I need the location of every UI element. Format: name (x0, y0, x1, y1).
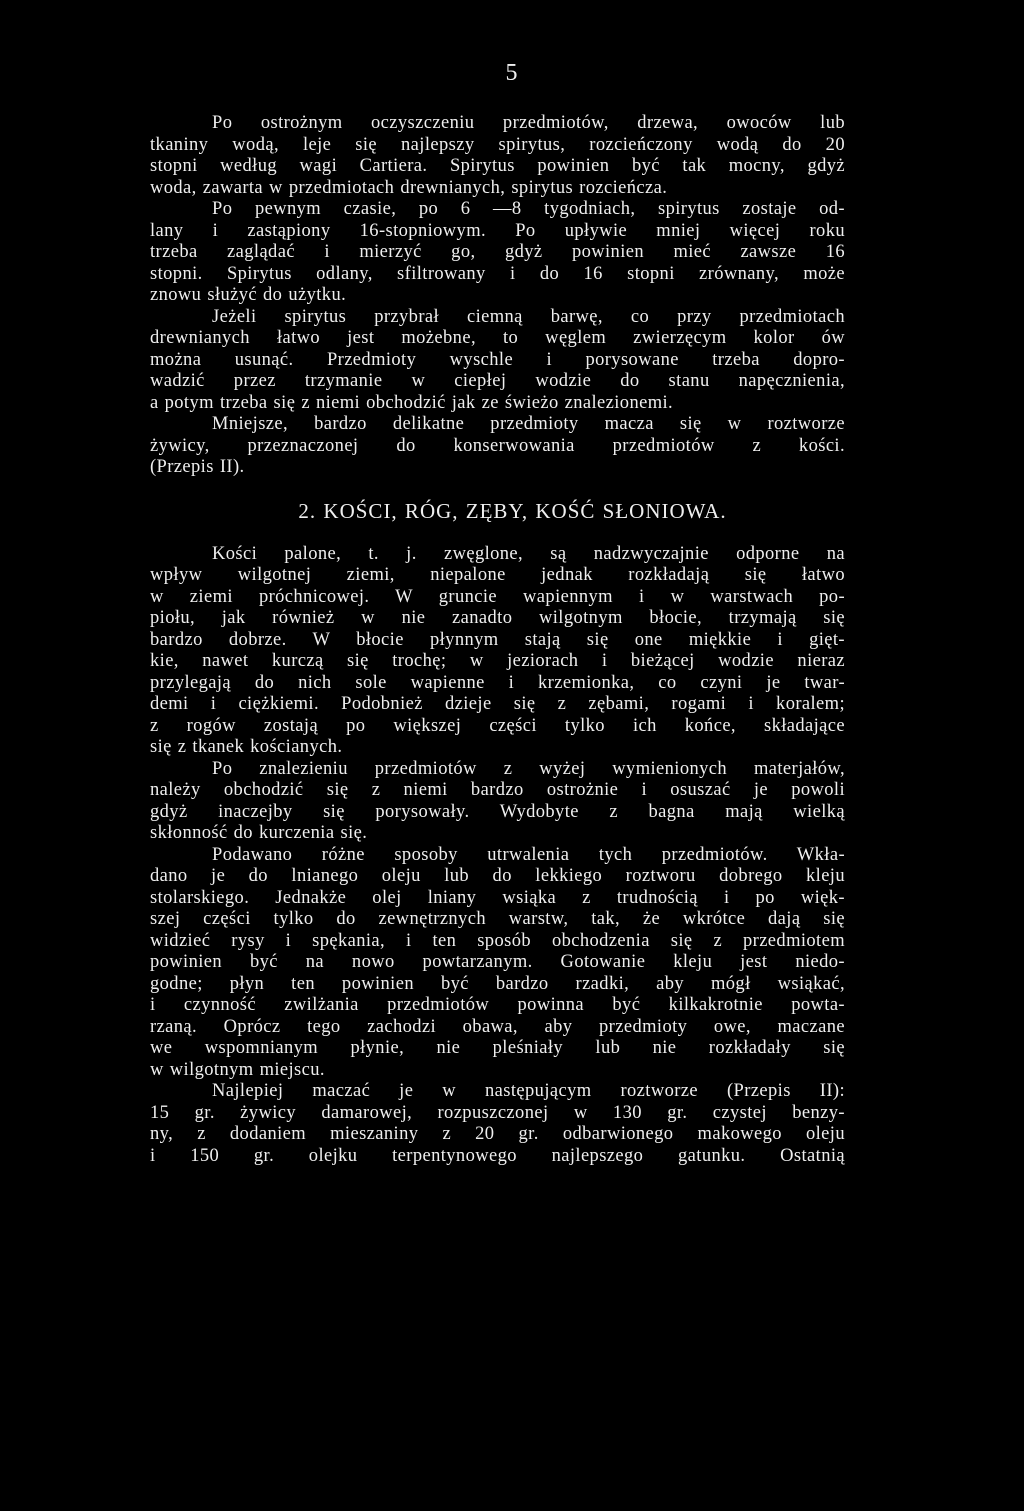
paragraph-8 (150, 1081, 845, 1167)
text-line: przylegają do nich sole wapienne i krzemionka, co czyni je twar- (150, 672, 845, 693)
text-line: piołu, jak również w nie zanadto wilgotnym błocie, trzymają się (150, 608, 845, 628)
text-line: kie, nawet kurczą się trochę; w jeziorach i bieżącej wodzie nieraz (150, 651, 845, 671)
text-line: stopni według wagi Cartiera. Spirytus powinien być tak mocny, gdyż (150, 156, 845, 176)
text-line: wpływ wilgotnej ziemi, niepalone jednak rozkładają się łatwo (150, 565, 845, 585)
text-line: i czynność zwilżania przedmiotów powinna być kilkakrotnie powta- (150, 995, 845, 1015)
text-line: woda, zawarta w przedmiotach drewnianych, spirytus rozcieńcza. (150, 177, 668, 198)
text-line: Po pewnym czasie, po 6 —8 tygodniach, spirytus zostaje od- (212, 199, 845, 219)
paragraph-4 (150, 414, 845, 479)
text-line: bardzo dobrze. W błocie płynnym stają się one miękkie i gięt- (150, 629, 845, 650)
text-line: Najlepiej maczać je w następującym roztworze (Przepis II): (212, 1081, 845, 1101)
paragraph-5 (150, 544, 845, 759)
text-line: Po znalezieniu przedmiotów z wyżej wymienionych materjałów, (212, 758, 845, 779)
text-line: gdyż inaczejby się porysowały. Wydobyte z bagna mają wielką (150, 801, 845, 822)
text-line: wadzić przez trzymanie w ciepłej wodzie do stanu napęcznienia, (150, 371, 845, 391)
text-line: drewnianych łatwo jest możebne, to węglem zwierzęcym kolor ów (150, 328, 845, 348)
text-line: 15 gr. żywicy damarowej, rozpuszczonej w 130 gr. czystej benzy- (150, 1102, 845, 1123)
paragraph-6 (150, 759, 845, 845)
text-line: się z tkanek kościanych. (150, 737, 343, 757)
text-line: Podawano różne sposoby utrwalenia tych przedmiotów. Wkła- (212, 844, 845, 865)
text-line: a potym trzeba się z niemi obchodzić jak ze świeżo znalezionemi. (150, 392, 674, 413)
text-line: we wspomnianym płynie, nie pleśniały lub nie rozkładały się (150, 1038, 845, 1058)
text-line: w ziemi próchnicowej. W gruncie wapiennym i w warstwach po- (150, 586, 845, 607)
paragraph-7 (150, 845, 845, 1082)
text-line: można usunąć. Przedmioty wyschle i porysowane trzeba dopro- (150, 349, 845, 370)
paragraph-3 (150, 307, 845, 415)
text-line: żywicy, przeznaczonej do konserwowania przedmiotów z kości. (150, 435, 845, 456)
text-line: stolarskiego. Jednakże olej lniany wsiąka z trudnością i po więk- (150, 887, 845, 908)
section-heading: 2. KOŚCI, RÓG, ZĘBY, KOŚĆ SŁONIOWA. (298, 498, 727, 523)
body-text (150, 113, 845, 1167)
text-line: z rogów zostają po większej części tylko ich końce, składające (150, 715, 845, 736)
text-line: godne; płyn ten powinien być bardzo rzadki, aby mógł wsiąkać, (150, 973, 845, 994)
paragraph-1 (150, 113, 845, 199)
paragraph-2 (150, 199, 845, 307)
text-line: znowu służyć do użytku. (150, 285, 347, 305)
text-line: w wilgotnym miejscu. (150, 1059, 325, 1080)
text-line: ny, z dodaniem mieszaniny z 20 gr. odbarwionego makowego oleju (150, 1124, 845, 1144)
text-line: Kości palone, t. j. zwęglone, są nadzwyczajnie odporne na (212, 543, 845, 564)
text-line: trzeba zaglądać i mierzyć go, gdyż powinien mieć zawsze 16 (150, 242, 845, 262)
text-line: i 150 gr. olejku terpentynowego najlepszego gatunku. Ostatnią (150, 1145, 845, 1166)
text-line: demi i ciężkiemi. Podobnież dzieje się z zębami, rogami i koralem; (150, 694, 845, 714)
text-line: lany i zastąpiony 16-stopniowym. Po upływie mniej więcej roku (150, 220, 845, 241)
text-line: stopni. Spirytus odlany, sfiltrowany i do 16 stopni zrównany, może (150, 263, 845, 284)
text-line: powinien być na nowo powtarzanym. Gotowanie kleju jest niedo- (150, 952, 845, 972)
text-line: Po ostrożnym oczyszczeniu przedmiotów, drzewa, owoców lub (212, 113, 845, 133)
text-line: rzaną. Oprócz tego zachodzi obawa, aby przedmioty owe, maczane (150, 1016, 845, 1037)
text-line: dano je do lnianego oleju lub do lekkiego roztworu dobrego kleju (150, 866, 845, 886)
spacer (150, 523, 845, 544)
text-line: widzieć rysy i spękania, i ten sposób obchodzenia się z przedmiotem (150, 930, 845, 951)
text-line: (Przepis II). (150, 457, 245, 477)
text-line: tkaniny wodą, leje się najlepszy spirytus, rozcieńczony wodą do 20 (150, 134, 845, 155)
text-line: Jeżeli spirytus przybrał ciemną barwę, co przy przedmiotach (212, 306, 845, 327)
text-line: szej części tylko do zewnętrznych warstw, tak, że wkrótce dają się (150, 909, 845, 929)
spacer (150, 479, 845, 500)
text-line: Mniejsze, bardzo delikatne przedmioty macza się w roztworze (212, 414, 845, 434)
text-line: skłonność do kurczenia się. (150, 823, 368, 843)
page-number: 5 (505, 60, 519, 86)
text-line: należy obchodzić się z niemi bardzo ostrożnie i osuszać je powoli (150, 780, 845, 800)
